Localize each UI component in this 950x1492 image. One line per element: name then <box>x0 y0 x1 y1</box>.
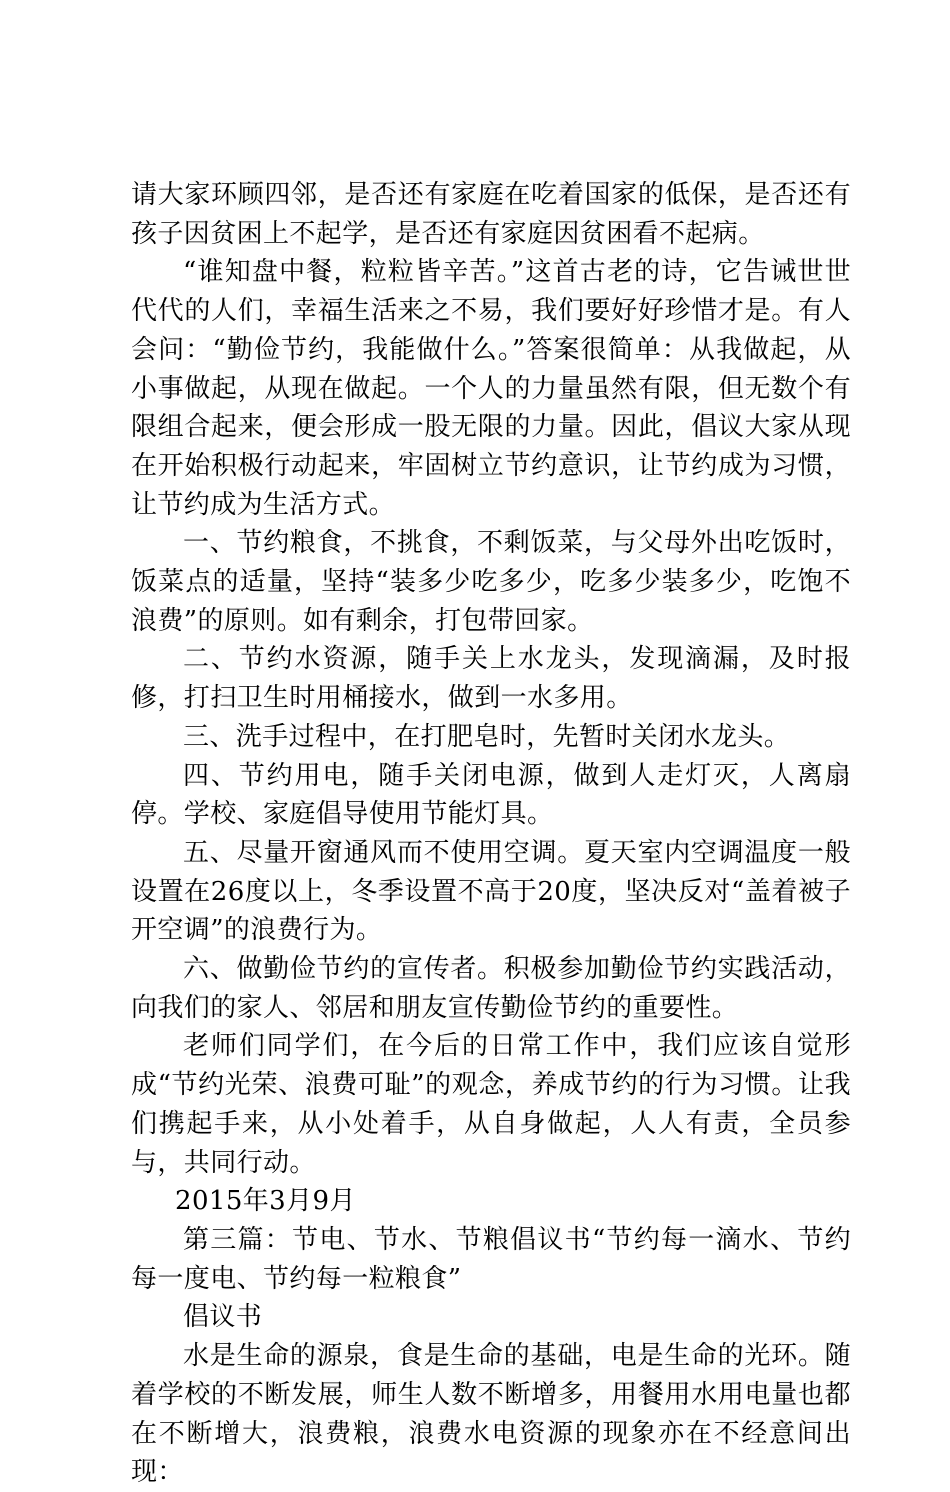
paragraph-proposal-intro: 水是生命的源泉，食是生命的基础，电是生命的光环。随着学校的不断发展，师生人数不断增多，用餐用水用电量也都在不断增大，浪费粮，浪费水电资源的现象亦在不经意间出现： <box>131 1341 851 1488</box>
paragraph-item-4-electricity: 四、节约用电，随手关闭电源，做到人走灯灭，人离扇停。学校、家庭倡导使用节能灯具。 <box>131 760 851 830</box>
document-body <box>131 176 851 1492</box>
paragraph-item-1-food: 一、节约粮食，不挑食，不剩饭菜，与父母外出吃饭时，饭菜点的适量，坚持“装多少吃多少，吃多少装多少，吃饱不浪费”的原则。如有剩余，打包带回家。 <box>131 528 851 636</box>
paragraph-ancient-poem: “谁知盘中餐，粒粒皆辛苦。”这首古老的诗，它告诫世世代代的人们，幸福生活来之不易，我们要好好珍惜才是。有人会问：“勤俭节约，我能做什么。”答案很简单：从我做起，从小事做起，从现在做起。一个人的力量虽然有限，但无数个有限组合起来，便会形成一股无限的力量。因此，倡议大家从现在开始积极行动起来，牢固树立节约意识，让节约成为习惯，让节约成为生活方式。 <box>131 257 851 520</box>
paragraph-item-6-advocate: 六、做勤俭节约的宣传者。积极参加勤俭节约实践活动，向我们的家人、邻居和朋友宣传勤俭节约的重要性。 <box>131 954 851 1023</box>
proposal-title: 倡议书 <box>183 1302 263 1333</box>
paragraph-item-3-handwash: 三、洗手过程中，在打肥皂时，先暂时关闭水龙头。 <box>183 721 791 752</box>
paragraph-item-2-water: 二、节约水资源，随手关上水龙头，发现滴漏，及时报修，打扫卫生时用桶接水，做到一水多用。 <box>131 644 851 714</box>
document-date: 2015年3月9月 <box>175 1186 356 1217</box>
paragraph-closing-appeal: 老师们同学们，在今后的日常工作中，我们应该自觉形成“节约光荣、浪费可耻”的观念，养成节约的行为习惯。让我们携起手来，从小处着手，从自身做起，人人有责，全员参与，共同行动。 <box>131 1031 851 1178</box>
paragraph-item-5-air-conditioning: 五、尽量开窗通风而不使用空调。夏天室内空调温度一般设置在26度以上，冬季设置不高于20度，坚决反对“盖着被子开空调”的浪费行为。 <box>131 837 851 946</box>
section-heading-part-three: 第三篇：节电、节水、节粮倡议书“节约每一滴水、节约每一度电、节约每一粒粮食” <box>131 1224 851 1294</box>
paragraph-intro-continuation: 请大家环顾四邻，是否还有家庭在吃着国家的低保，是否还有孩子因贫困上不起学，是否还有家庭因贫困看不起病。 <box>131 180 851 249</box>
